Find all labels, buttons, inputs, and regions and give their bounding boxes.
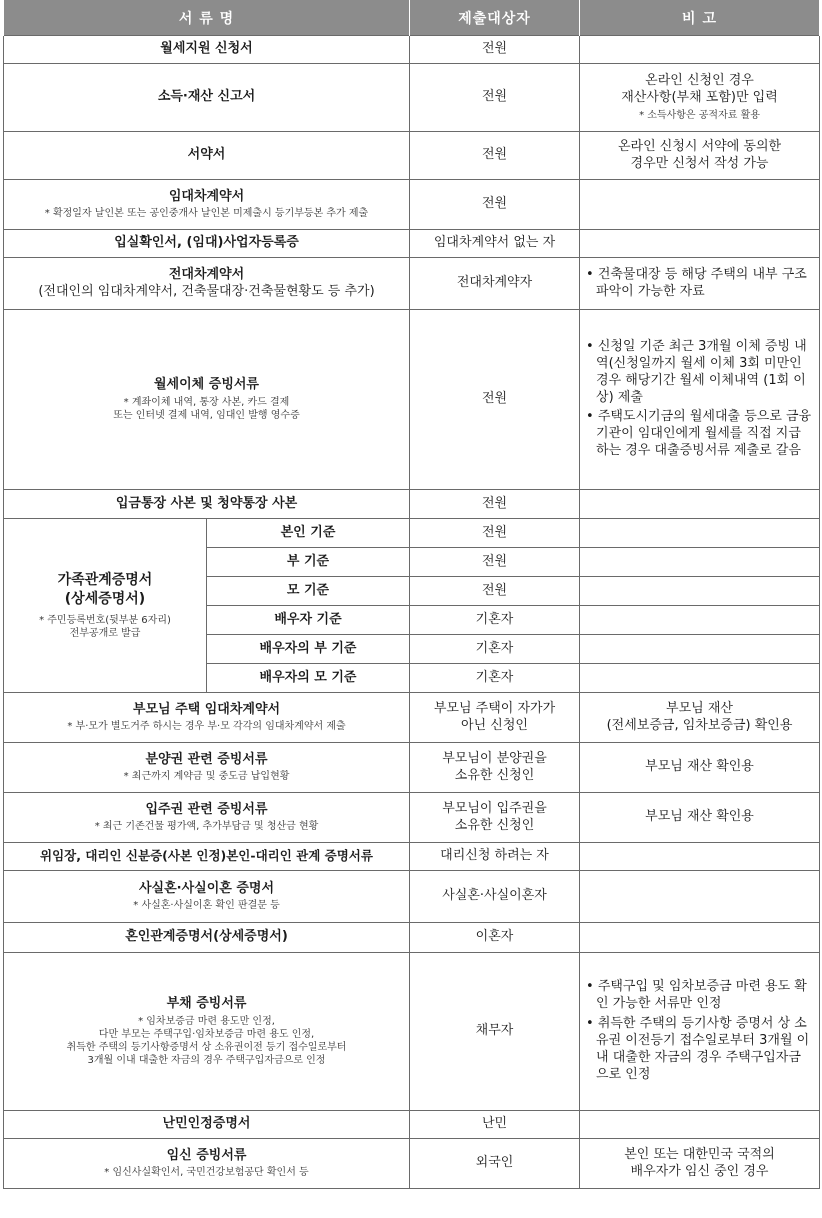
doc-note: * 최근 기존건물 평가액, 추가부담금 및 청산금 현황 <box>94 821 319 833</box>
table-row <box>4 258 820 310</box>
table-row <box>4 1111 820 1139</box>
target-line: 부모님 주택이 자가가 <box>433 700 556 716</box>
doc-note: * 확정일자 날인본 또는 공인중개사 날인본 미제출시 등기부등본 추가 제출 <box>44 208 369 220</box>
doc-target: 이혼자 <box>410 923 580 953</box>
doc-name: 부모님 주택 임대차계약서 <box>132 701 281 717</box>
doc-note: * 임차보증금 마련 용도만 인정, <box>138 1015 275 1027</box>
doc-remark <box>580 180 820 230</box>
doc-remark <box>580 871 820 923</box>
target-line: 부모님이 분양권을 <box>442 750 547 766</box>
doc-name: 사실혼·사실이혼 증명서 <box>138 880 275 896</box>
header-document-name: 서 류 명 <box>4 0 410 36</box>
doc-name: 부채 증빙서류 <box>166 996 247 1012</box>
table-row <box>4 519 820 548</box>
doc-target: 전원 <box>410 490 580 519</box>
doc-note: * 최근까지 계약금 및 중도금 납입현황 <box>123 771 290 783</box>
table-row <box>4 490 820 519</box>
remark-line: 배우자가 임신 중인 경우 <box>630 1163 769 1179</box>
remark-line: 재산사항(부채 포함)만 입력 <box>621 90 778 105</box>
doc-remark <box>580 490 820 519</box>
doc-target: 기혼자 <box>410 606 580 635</box>
table-row <box>4 64 820 132</box>
doc-name: 전대차계약서 <box>168 266 245 282</box>
doc-name: 입주권 관련 증빙서류 <box>145 801 268 817</box>
remark-bullet: • 취득한 주택의 등기사항 증명서 상 소유권 이전등기 접수일로부터 3개월 이내 대출한 자금의 경우 주택구입자금으로 인정 <box>586 1016 810 1082</box>
doc-name: 위임장, 대리인 신분증(사본 인정)본인-대리인 관계 증명서류 <box>4 843 410 871</box>
remark-line: 온라인 신청인 경우 <box>645 73 754 89</box>
required-documents-table <box>3 0 820 1189</box>
doc-name: 소득·재산 신고서 <box>4 64 410 132</box>
doc-name: 월세지원 신청서 <box>4 36 410 64</box>
remark-bullet: • 주택구입 및 임차보증금 마련 용도 확인 가능한 서류만 인정 <box>586 979 807 1012</box>
target-line: 소유한 신청인 <box>454 817 535 833</box>
table-row <box>4 953 820 1111</box>
table-row <box>4 923 820 953</box>
doc-target: 전원 <box>410 36 580 64</box>
doc-target <box>410 693 580 743</box>
doc-remark <box>580 953 820 1111</box>
doc-name: 가족관계증명서 <box>57 572 153 589</box>
doc-name: 입금통장 사본 및 청약통장 사본 <box>4 490 410 519</box>
table-row <box>4 310 820 490</box>
doc-name: 분양권 관련 증빙서류 <box>145 751 268 767</box>
family-sub-label: 본인 기준 <box>207 519 410 548</box>
target-line: 아닌 신청인 <box>461 717 528 733</box>
target-line: 부모님이 입주권을 <box>442 800 547 816</box>
table-row <box>4 1139 820 1189</box>
doc-name: (상세증명서) <box>64 590 146 607</box>
doc-remark <box>580 258 820 310</box>
doc-name: 입실확인서, (임대)사업자등록증 <box>4 230 410 258</box>
doc-note: 3개월 이내 대출한 자금의 경우 주택구입자금으로 인정 <box>87 1054 326 1066</box>
doc-remark <box>580 548 820 577</box>
remark-line: 부모님 재산 <box>666 700 733 716</box>
doc-target: 기혼자 <box>410 664 580 693</box>
remark-line: (전세보증금, 임차보증금) 확인용 <box>606 717 793 733</box>
table-row <box>4 36 820 64</box>
doc-remark <box>580 519 820 548</box>
doc-name-cell <box>4 1139 410 1189</box>
doc-target: 전원 <box>410 132 580 180</box>
doc-target: 전원 <box>410 180 580 230</box>
doc-remark <box>580 132 820 180</box>
remark-line: 경우만 신청서 작성 가능 <box>630 155 769 171</box>
table-row <box>4 871 820 923</box>
doc-remark <box>580 606 820 635</box>
doc-name: 임대차계약서 <box>168 188 245 204</box>
doc-target <box>410 793 580 843</box>
table-row <box>4 180 820 230</box>
doc-name-cell <box>4 871 410 923</box>
doc-target: 임대차계약서 없는 자 <box>410 230 580 258</box>
table-row <box>4 230 820 258</box>
doc-target: 전원 <box>410 310 580 490</box>
table-row <box>4 843 820 871</box>
doc-name: 임신 증빙서류 <box>166 1147 247 1163</box>
doc-target: 전대차계약자 <box>410 258 580 310</box>
doc-target: 채무자 <box>410 953 580 1111</box>
doc-name: 혼인관계증명서(상세증명서) <box>4 923 410 953</box>
doc-name: 서약서 <box>4 132 410 180</box>
remark-note: * 소득사항은 공적자료 활용 <box>639 109 760 121</box>
family-sub-label: 모 기준 <box>207 577 410 606</box>
doc-name-cell <box>4 793 410 843</box>
doc-target: 외국인 <box>410 1139 580 1189</box>
doc-name-cell <box>4 258 410 310</box>
family-sub-label: 배우자 기준 <box>207 606 410 635</box>
doc-target: 사실혼·사실이혼자 <box>410 871 580 923</box>
doc-note: * 부·모가 별도거주 하시는 경우 부·모 각각의 임대차계약서 제출 <box>67 721 346 733</box>
doc-remark: 부모님 재산 확인용 <box>580 793 820 843</box>
doc-remark <box>580 64 820 132</box>
doc-remark <box>580 230 820 258</box>
remark-bullet: • 건축물대장 등 해당 주택의 내부 구조 파악이 가능한 자료 <box>586 266 807 299</box>
doc-target <box>410 743 580 793</box>
target-line: 소유한 신청인 <box>454 767 535 783</box>
family-sub-label: 배우자의 부 기준 <box>207 635 410 664</box>
doc-note: * 계좌이체 내역, 통장 사본, 카드 결제 <box>123 396 290 408</box>
remark-line: 본인 또는 대한민국 국적의 <box>624 1146 775 1162</box>
header-target: 제출대상자 <box>410 0 580 36</box>
table-row <box>4 793 820 843</box>
remark-bullet: • 신청일 기준 최근 3개월 이체 증빙 내역(신청일까지 월세 이체 3회 미만인 경우 해당기간 월세 이체내역 (1회 이상) 제출 <box>586 338 807 405</box>
doc-name-cell <box>4 693 410 743</box>
doc-target: 기혼자 <box>410 635 580 664</box>
doc-target: 난민 <box>410 1111 580 1139</box>
family-sub-label: 배우자의 모 기준 <box>207 664 410 693</box>
doc-remark <box>580 664 820 693</box>
doc-name-cell <box>4 953 410 1111</box>
family-sub-label: 부 기준 <box>207 548 410 577</box>
doc-remark <box>580 1139 820 1189</box>
doc-name-cell <box>4 180 410 230</box>
doc-name-cell <box>4 310 410 490</box>
doc-remark <box>580 923 820 953</box>
doc-name-extra: (전대인의 임대차계약서, 건축물대장·건축물현황도 등 추가) <box>38 283 375 299</box>
doc-name: 월세이체 증빙서류 <box>154 377 259 393</box>
doc-note: 취득한 주택의 등기사항증명서 상 소유권이전 등기 접수일로부터 <box>66 1041 347 1053</box>
doc-name-cell <box>4 743 410 793</box>
table-row <box>4 693 820 743</box>
doc-remark <box>580 635 820 664</box>
doc-remark <box>580 843 820 871</box>
doc-remark <box>580 36 820 64</box>
doc-note: * 주민등록번호(뒷부분 6자리) <box>39 614 171 626</box>
doc-note: 또는 인터넷 결제 내역, 임대인 발행 영수증 <box>113 409 300 421</box>
doc-note: 전부공개로 발급 <box>69 627 141 639</box>
doc-remark <box>580 693 820 743</box>
table-header-row <box>4 0 820 36</box>
header-remarks: 비 고 <box>580 0 820 36</box>
doc-remark <box>580 577 820 606</box>
doc-remark: 부모님 재산 확인용 <box>580 743 820 793</box>
doc-target: 전원 <box>410 548 580 577</box>
family-cert-cell <box>4 519 207 693</box>
doc-note: 다만 부모는 주택구입·임차보증금 마련 용도 인정, <box>98 1028 315 1040</box>
table-row <box>4 743 820 793</box>
doc-target: 대리신청 하려는 자 <box>410 843 580 871</box>
doc-target: 전원 <box>410 64 580 132</box>
doc-remark <box>580 1111 820 1139</box>
table-row <box>4 132 820 180</box>
doc-note: * 임신사실확인서, 국민건강보험공단 확인서 등 <box>104 1167 309 1179</box>
doc-target: 전원 <box>410 519 580 548</box>
doc-name: 난민인정증명서 <box>4 1111 410 1139</box>
remark-line: 온라인 신청시 서약에 동의한 <box>617 138 782 154</box>
remark-bullet: • 주택도시기금의 월세대출 등으로 금융기관이 임대인에게 월세를 직접 지급하는 경우 대출증빙서류 제출로 갈음 <box>586 409 812 459</box>
doc-target: 전원 <box>410 577 580 606</box>
doc-remark <box>580 310 820 490</box>
doc-note: * 사실혼·사실이혼 확인 판결문 등 <box>133 900 280 912</box>
